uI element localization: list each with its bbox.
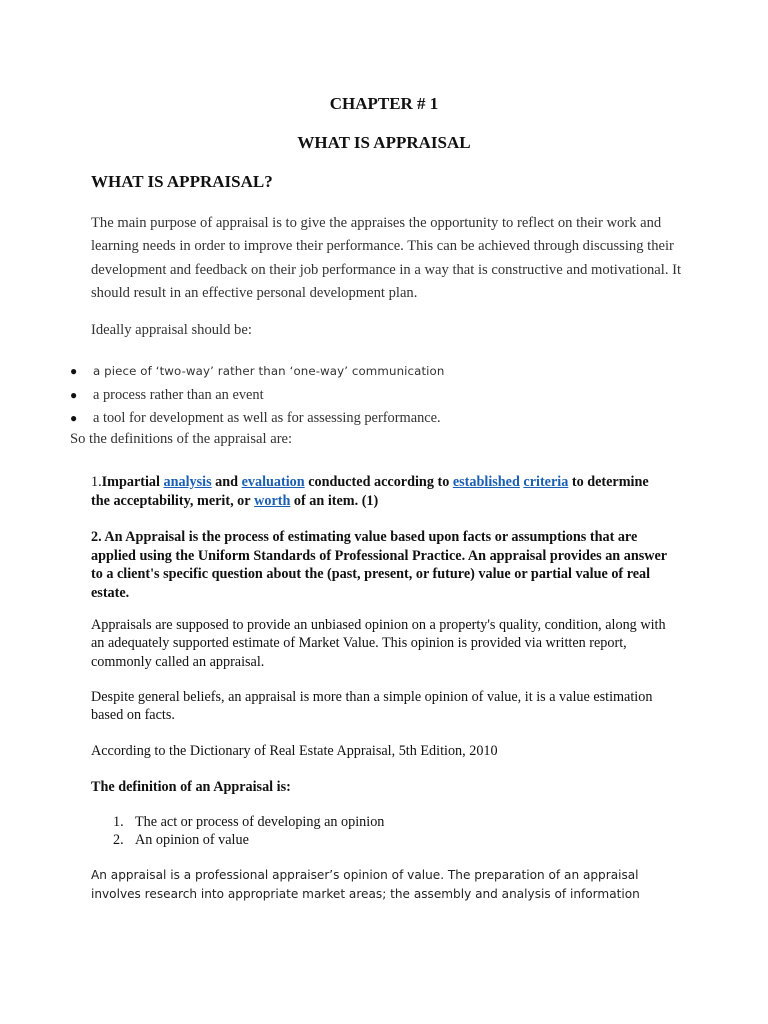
list-number: 2. (113, 832, 124, 849)
list-item (113, 831, 384, 849)
list-item (70, 407, 444, 431)
definition-text: and (215, 474, 239, 490)
bullet-text: a process rather than an event (93, 386, 264, 403)
list-item (70, 360, 444, 384)
paragraph-unbiased: Appraisals are supposed to provide an unbiased opinion on a property's quality, condition, along with an adequately supported estimate of Market Value. This opinion is provided via written report, commonly called an appraisal. (91, 617, 666, 670)
link-established[interactable]: established (452, 474, 520, 490)
definition-heading: The definition of an Appraisal is: (91, 779, 291, 795)
definitions-intro: So the definitions of the appraisal are: (70, 431, 293, 447)
definition-text: Impartial (101, 474, 160, 490)
definition-citation: . (1) (354, 492, 379, 509)
definition-2 (91, 528, 671, 602)
paragraph-beliefs: Despite general beliefs, an appraisal is more than a simple opinion of value, it is a value estimation based on facts. (91, 689, 653, 724)
bullet-list (70, 360, 444, 431)
list-text: An opinion of value (135, 832, 249, 849)
final-line: An appraisal is a professional appraiser’s opinion of value. The preparation of an appraisal (91, 868, 639, 882)
list-item (70, 384, 444, 408)
ideally-label: Ideally appraisal should be: (91, 322, 252, 338)
definition-number: 1. (91, 474, 102, 490)
definition-list (113, 813, 384, 849)
link-evaluation[interactable]: evaluation (241, 474, 305, 490)
link-criteria[interactable]: criteria (523, 474, 569, 490)
chapter-title: CHAPTER # 1 (329, 94, 439, 113)
link-analysis[interactable]: analysis (163, 474, 212, 490)
bullet-icon: ● (70, 364, 78, 378)
section-title: WHAT IS APPRAISAL (297, 133, 471, 152)
link-worth[interactable]: worth (254, 492, 291, 509)
definition-text: conducted according to (308, 474, 450, 490)
bullet-text: a tool for development as well as for assessing performance. (93, 410, 441, 426)
bullet-text: a piece of ‘two-way’ rather than ‘one-way’ communication (93, 364, 445, 378)
definition-text: of an item (293, 492, 355, 509)
definition-text: An Appraisal is the process of estimating value based upon facts or assumptions that are applied using the Uniform Standards of Professional Practice. An appraisal provides an answer to a client's specific question about the (past, present, or future) value or partial value of real estate. (91, 529, 667, 601)
list-number: 1. (113, 814, 124, 830)
intro-paragraph: The main purpose of appraisal is to give the appraises the opportunity to reflect on their work and learning needs in order to improve their performance. This can be achieved through discussing their development and feedback on their job performance in a way that is constructive and motivational. It should result in an effective personal development plan. (91, 215, 682, 301)
final-line: involves research into appropriate market areas; the assembly and analysis of information (91, 887, 640, 901)
final-paragraph (91, 866, 691, 904)
definition-number: 2. (91, 529, 102, 545)
bullet-icon: ● (70, 411, 78, 425)
list-text: The act or process of developing an opinion (135, 814, 385, 830)
definition-text: to determine the acceptability, merit, or (91, 474, 649, 509)
question-heading: WHAT IS APPRAISAL? (91, 172, 273, 191)
paragraph-dictionary: According to the Dictionary of Real Estate Appraisal, 5th Edition, 2010 (91, 743, 498, 759)
list-item (113, 813, 384, 831)
definition-1 (91, 473, 671, 510)
bullet-icon: ● (70, 387, 78, 402)
